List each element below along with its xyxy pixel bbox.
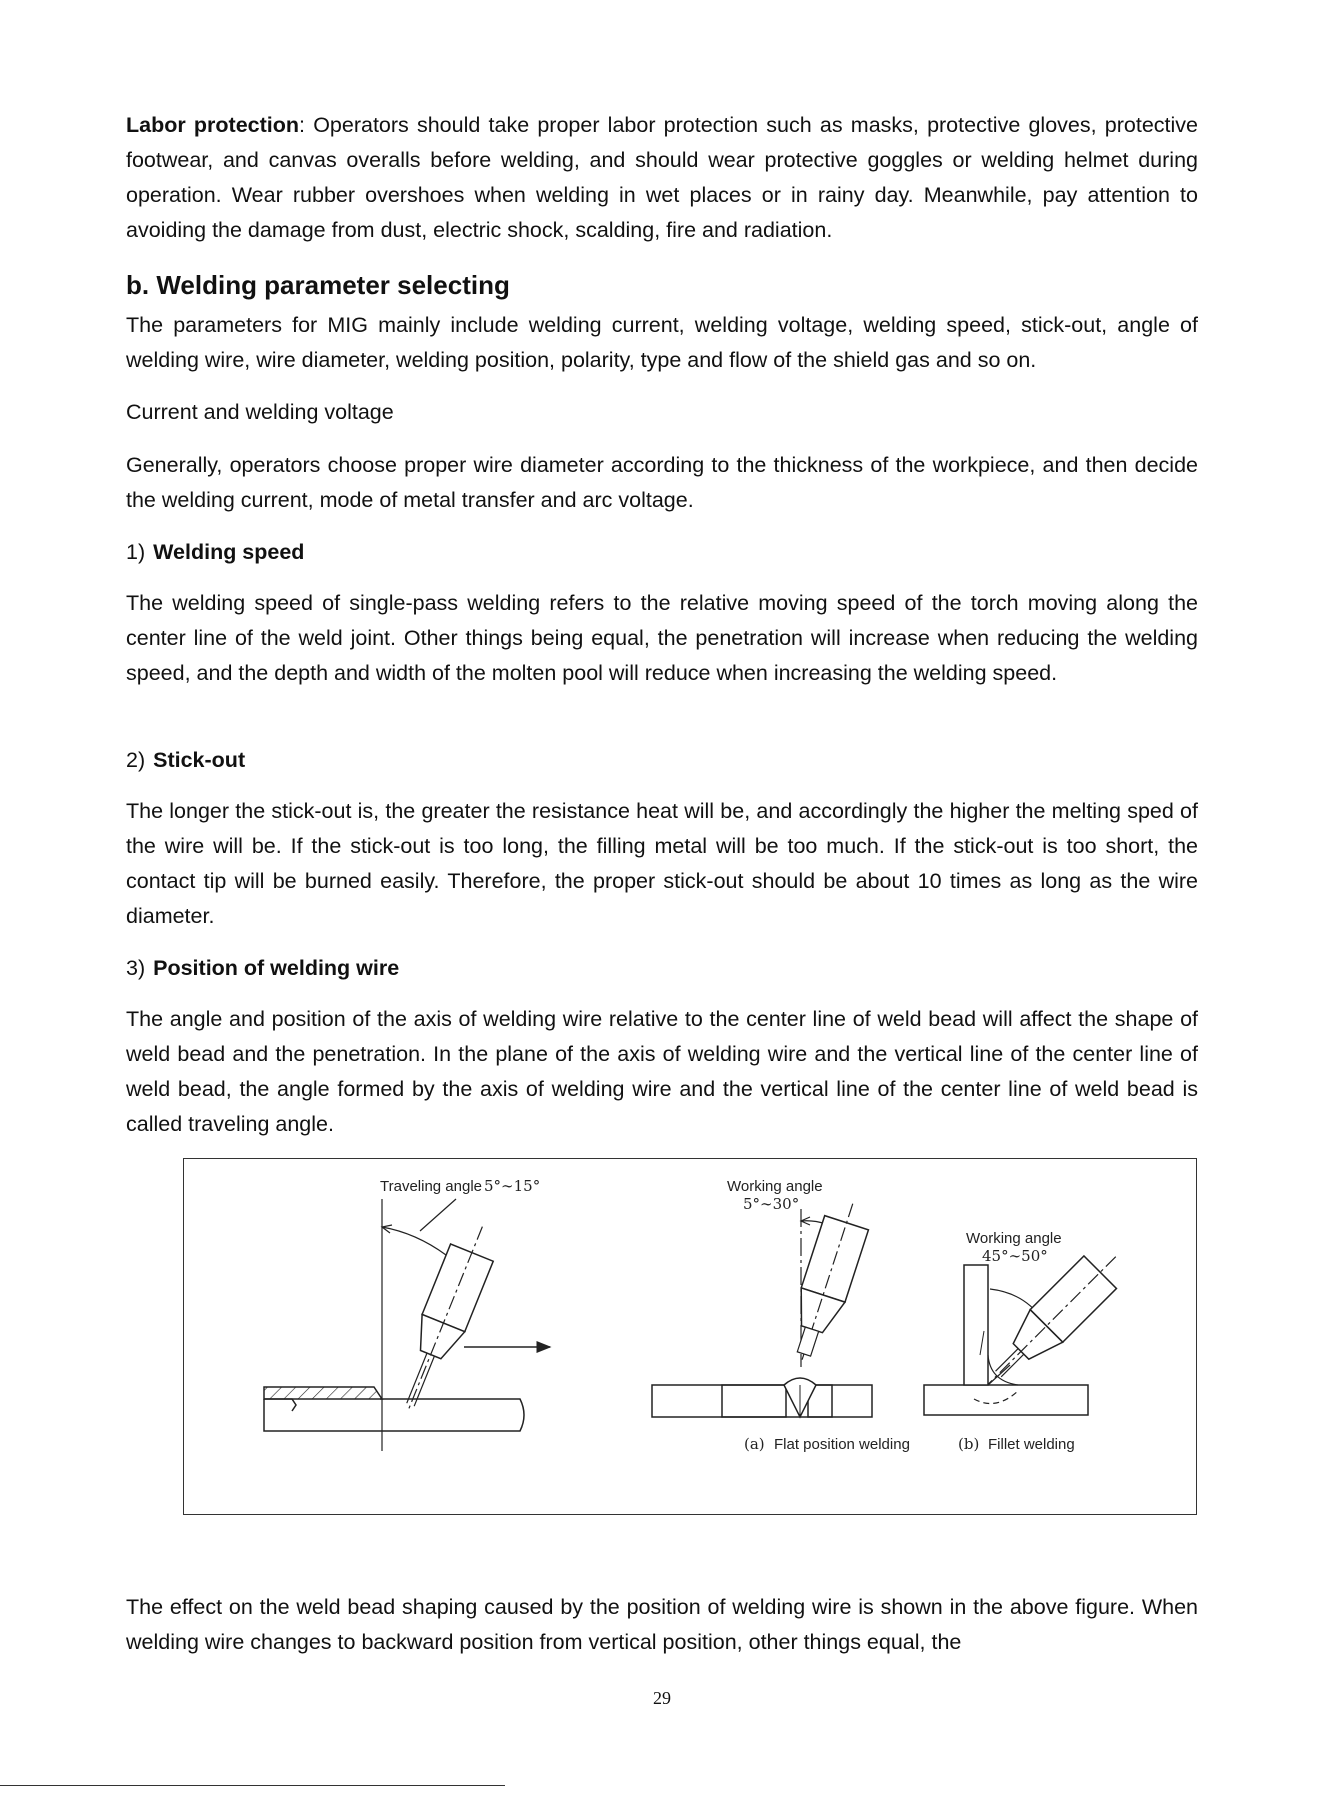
- current-voltage-heading: Current and welding voltage: [126, 400, 394, 424]
- working-angle-a-value: 5°∼30°: [743, 1195, 800, 1213]
- traveling-angle-value: 5°∼15°: [484, 1177, 541, 1195]
- stick-out-paragraph: The longer the stick-out is, the greater the resistance heat will be, and accordingly the higher the melting sped of the wire will be. If the stick-out is too long, the filling metal will be too much. If the stick-out is too short, the contact tip will be burned easily. Therefore, the proper stick-out should be about 10 times as long as the wire diameter.: [126, 799, 1198, 928]
- section-heading: b. Welding parameter selecting: [126, 270, 510, 300]
- welding-speed-paragraph: The welding speed of single-pass welding refers to the relative moving speed of the torch moving along the center line of the weld joint. Other things being equal, the penetration will increase when reducing the welding speed, and the depth and width of the molten pool will reduce when increasing the welding speed.: [126, 591, 1198, 685]
- item-heading-welding-speed: 1) Welding speed: [126, 540, 305, 564]
- current-voltage-paragraph: Generally, operators choose proper wire diameter according to the thickness of the workpiece, and then decide the welding current, mode of metal transfer and arc voltage.: [126, 453, 1198, 512]
- traveling-angle-label: Traveling angle: [380, 1178, 483, 1195]
- caption-b-mark: (b): [958, 1435, 980, 1453]
- labor-protection-paragraph: [126, 108, 1198, 248]
- labor-protection-label: Labor protection: [126, 113, 300, 137]
- welding-angle-diagram: [184, 1159, 1198, 1516]
- traveling-angle-drawing: [264, 1177, 550, 1451]
- footer-divider: [0, 1785, 505, 1786]
- working-angle-a-label: Working angle: [727, 1178, 823, 1195]
- caption-b: Fillet welding: [988, 1436, 1075, 1453]
- caption-a-mark: (a): [744, 1435, 765, 1453]
- labor-protection-text: : Operators should take proper labor protection such as masks, protective gloves, protective footwear, and canvas overalls before welding, and should wear protective goggles or welding helmet during operation. Wear rubber overshoes when welding in wet places or in rainy day. Meanwhile, pay attention to avoiding the damage from dust, electric shock, scalding, fire and radiation.: [126, 113, 1198, 242]
- working-angle-b-label: Working angle: [966, 1230, 1062, 1247]
- page-number: 29: [653, 1688, 671, 1708]
- item-heading-stick-out: 2) Stick-out: [126, 748, 246, 772]
- position-of-wire-paragraph: The angle and position of the axis of welding wire relative to the center line of weld bead will affect the shape of weld bead and the penetration. In the plane of the axis of welding wire and the vertical line of the center line of weld bead, the angle formed by the axis of welding wire and the vertical line of the center line of weld bead is called traveling angle.: [126, 1007, 1198, 1136]
- section-intro: The parameters for MIG mainly include welding current, welding voltage, welding speed, stick-out, angle of welding wire, wire diameter, welding position, polarity, type and flow of the shield gas and so on.: [126, 313, 1198, 372]
- flat-position-drawing: [652, 1178, 875, 1417]
- caption-a: Flat position welding: [774, 1436, 910, 1453]
- fillet-welding-drawing: [924, 1230, 1132, 1415]
- working-angle-b-value: 45°∼50°: [982, 1247, 1048, 1265]
- closing-paragraph: The effect on the weld bead shaping caused by the position of welding wire is shown in the above figure. When welding wire changes to backward position from vertical position, other things equal, the: [126, 1595, 1198, 1654]
- item-heading-position-of-wire: 3) Position of welding wire: [126, 956, 400, 980]
- welding-angle-figure: [183, 1158, 1197, 1515]
